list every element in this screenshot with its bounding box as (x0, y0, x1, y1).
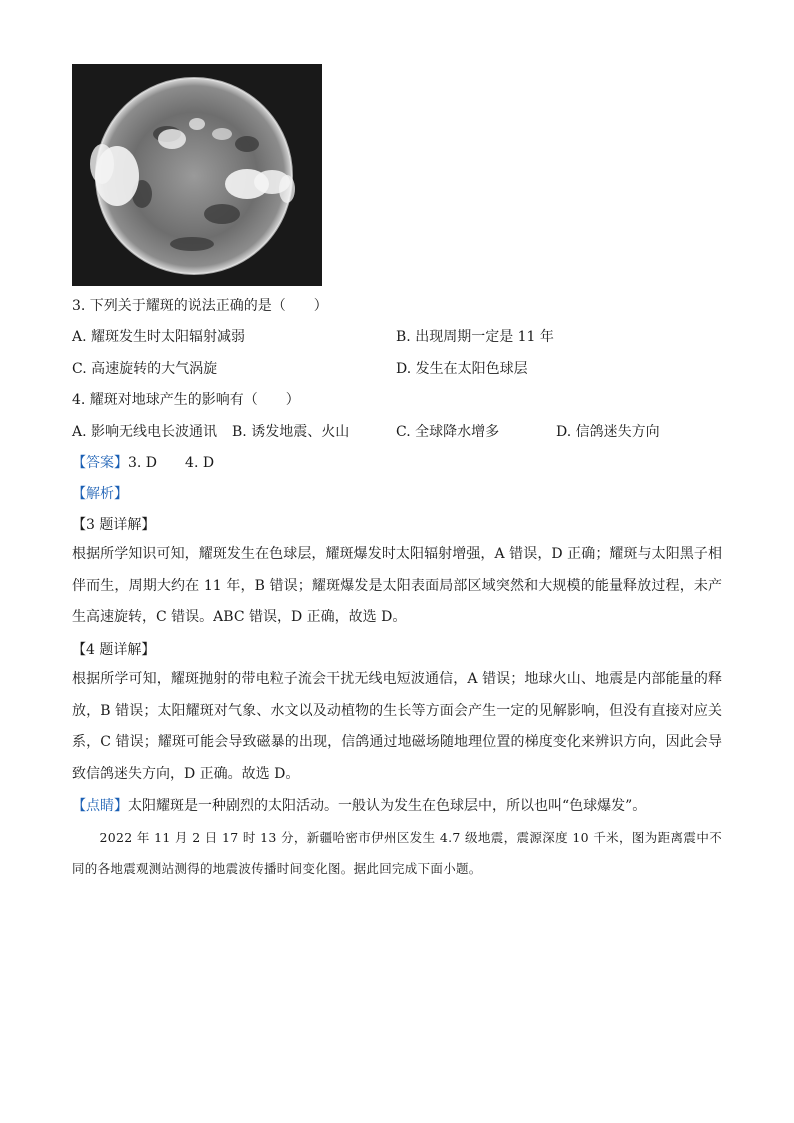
q4-option-c: C. 全球降水增多 (396, 424, 500, 440)
detail-4-heading: 【4 题详解】 (72, 642, 156, 658)
question-3-stem: 3. 下列关于耀斑的说法正确的是（ ） (72, 298, 328, 314)
question-4-stem: 4. 耀斑对地球产生的影响有（ ） (72, 392, 300, 408)
q4-option-a: A. 影响无线电长波通讯 (72, 424, 218, 440)
q3-option-d: D. 发生在太阳色球层 (396, 361, 528, 377)
comment-line (72, 797, 646, 815)
analysis-heading (72, 485, 128, 503)
solar-flare-photo (72, 64, 322, 286)
answer-line (72, 454, 214, 472)
q4-option-b: B. 诱发地震、火山 (232, 424, 350, 440)
detail-3-text: 根据所学知识可知，耀斑发生在色球层，耀斑爆发时太阳辐射增强，A 错误，D 正确；耀斑与太阳黑子相伴而生，周期大约在 11 年，B 错误；耀斑爆发是太阳表面局部区域突然和大规模的能量释放过程，未产生高速旋转，C 错误。ABC 错误，D 正确，故选 D。 (72, 546, 722, 625)
detail-3-heading: 【3 题详解】 (72, 517, 156, 533)
next-question-intro: 2022 年 11 月 2 日 17 时 13 分，新疆哈密市伊州区发生 4.7 级地震，震源深度 10 千米，图为距离震中不同的各地震观测站测得的地震波传播时间变化图。据此回完成下面小题。 (72, 830, 722, 876)
q3-option-c: C. 高速旋转的大气涡旋 (72, 361, 218, 377)
detail-4-text: 根据所学可知，耀斑抛射的带电粒子流会干扰无线电短波通信，A 错误；地球火山、地震是内部能量的释放，B 错误；太阳耀斑对气象、水文以及动植物的生长等方面会产生一定的见解影响，但没有直接对应关系，C 错误；耀斑可能会导致磁暴的出现，信鸽通过地磁场随地理位置的梯度变化来辨识方向，因此会导致信鸽迷失方向，D 正确。故选 D。 (72, 671, 722, 782)
answer-text: 3. D 4. D (128, 455, 215, 471)
comment-tag: 【点睛】 (72, 798, 128, 814)
q4-option-d: D. 信鸽迷失方向 (556, 424, 660, 440)
analysis-tag: 【解析】 (72, 486, 128, 502)
q3-option-b: B. 出现周期一定是 11 年 (396, 329, 554, 345)
q3-option-a: A. 耀斑发生时太阳辐射减弱 (72, 329, 246, 345)
comment-text: 太阳耀斑是一种剧烈的太阳活动。一般认为发生在色球层中，所以也叫“色球爆发”。 (128, 798, 647, 814)
answer-tag: 【答案】 (72, 455, 128, 471)
